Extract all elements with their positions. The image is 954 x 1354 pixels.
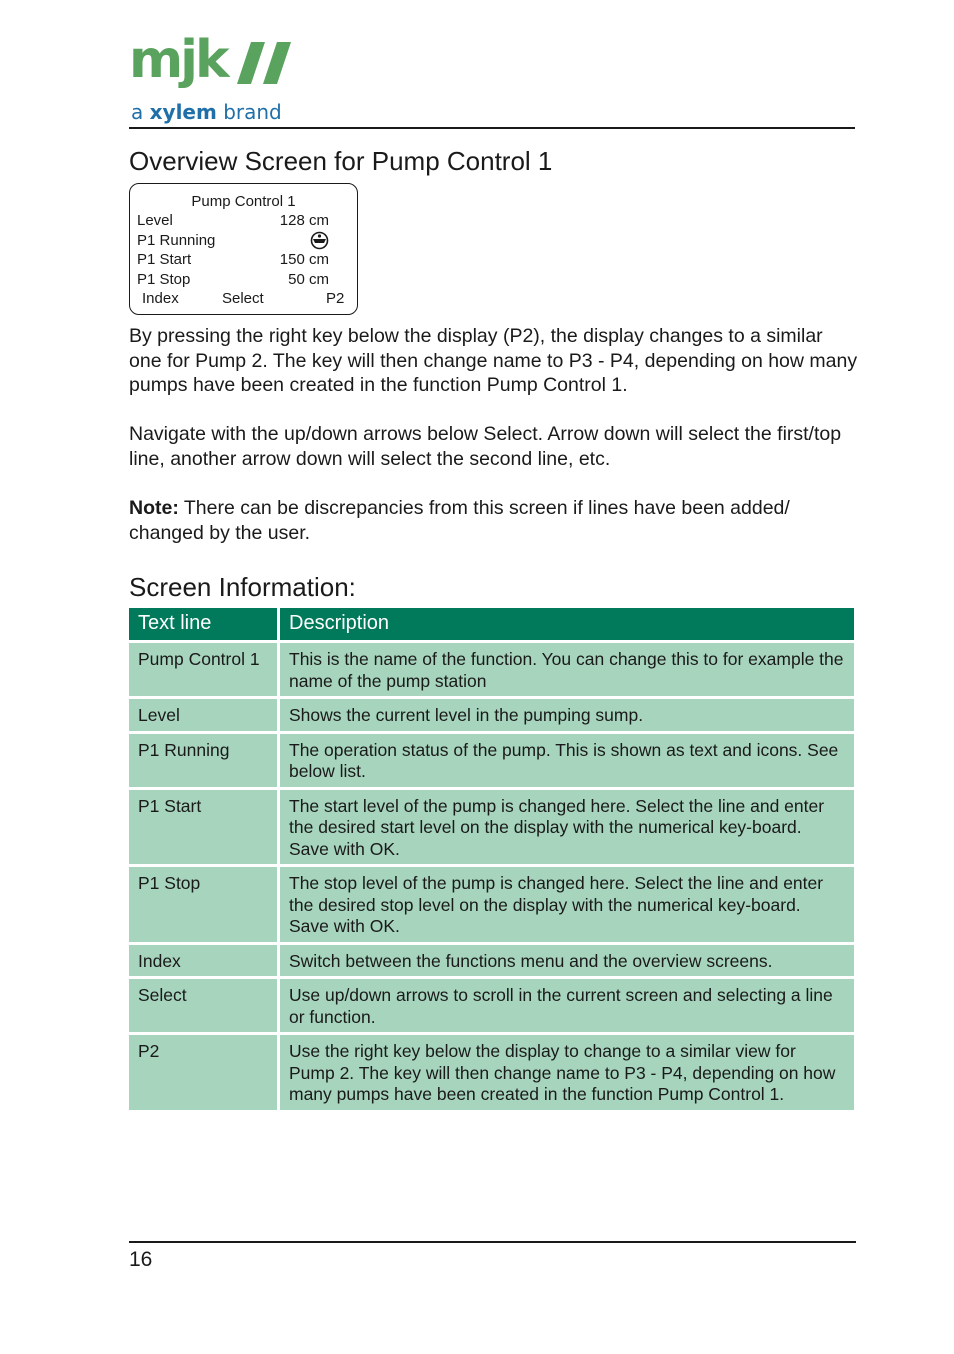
header-text-line: Text line (129, 608, 280, 640)
page-title: Overview Screen for Pump Control 1 (129, 146, 553, 176)
cell-description: The start level of the pump is changed here. Select the line and enter the desired start level on the display with the numerical key-board. Save with OK. (280, 787, 854, 865)
cell-text-line: Index (129, 942, 280, 977)
softkey-select: Select (222, 290, 264, 307)
softkey-p2: P2 (326, 290, 345, 307)
cell-description: This is the name of the function. You can change this to for example the name of the pump station (280, 640, 854, 696)
logo-wordmark: mjk (129, 30, 227, 90)
cell-text-line: Pump Control 1 (129, 640, 280, 696)
table-row (129, 976, 854, 1032)
table-row (129, 731, 854, 787)
logo-tagline: a xylem brand (131, 100, 282, 124)
display-title: Pump Control 1 (191, 193, 296, 210)
cell-description: The operation status of the pump. This is shown as text and icons. See below list. (280, 731, 854, 787)
display-row-label: P1 Stop (137, 271, 191, 288)
display-row-value: 128 cm (279, 212, 329, 229)
display-row-value: 50 cm (288, 271, 329, 288)
section-title: Screen Information: (129, 572, 356, 602)
cell-text-line: P1 Start (129, 787, 280, 865)
display-row-label: P1 Running (137, 232, 216, 249)
table-row (129, 1032, 854, 1110)
note-label: Note: (129, 497, 179, 519)
header-rule (129, 127, 855, 129)
cell-description: Use up/down arrows to scroll in the current screen and selecting a line or function. (280, 976, 854, 1032)
display-row-label: P1 Start (137, 251, 192, 268)
pump-running-icon (310, 231, 329, 250)
table-row (129, 640, 854, 696)
paragraph-pump-switch: By pressing the right key below the display (P2), the display changes to a similar one for Pump 2. The key will then change name to P3 - P4, depending on how many pumps have been created in the function Pump Control 1. (129, 325, 858, 396)
display-screen (129, 183, 358, 315)
cell-text-line: P1 Stop (129, 864, 280, 942)
display-row-label: Level (137, 212, 173, 229)
table-header-row (129, 608, 854, 640)
cell-text-line: P1 Running (129, 731, 280, 787)
brand-logo (129, 30, 294, 128)
cell-description: Switch between the functions menu and the overview screens. (280, 942, 854, 977)
note-text: There can be discrepancies from this screen if lines have been added/ changed by the user. (129, 497, 790, 544)
cell-text-line: Select (129, 976, 280, 1032)
table-row (129, 787, 854, 865)
cell-description: Shows the current level in the pumping sump. (280, 696, 854, 731)
logo-slashes-icon (237, 38, 293, 88)
display-row-value: 150 cm (279, 251, 329, 268)
cell-text-line: P2 (129, 1032, 280, 1110)
cell-description: Use the right key below the display to change to a similar view for Pump 2. The key will then change name to P3 - P4, depending on how many pumps have been created in the function Pump Control 1. (280, 1032, 854, 1110)
footer-rule (129, 1241, 856, 1243)
softkey-index: Index (142, 290, 179, 307)
cell-description: The stop level of the pump is changed here. Select the line and enter the desired stop level on the display with the numerical key-board. Save with OK. (280, 864, 854, 942)
screen-info-table (129, 608, 854, 1110)
table-row (129, 864, 854, 942)
paragraph-note (129, 496, 859, 545)
header-description: Description (280, 608, 854, 640)
table-row (129, 942, 854, 977)
table-row (129, 696, 854, 731)
page-number: 16 (129, 1248, 153, 1271)
paragraph-navigation: Navigate with the up/down arrows below Select. Arrow down will select the first/top line, another arrow down will select the second line, etc. (129, 423, 842, 470)
cell-text-line: Level (129, 696, 280, 731)
